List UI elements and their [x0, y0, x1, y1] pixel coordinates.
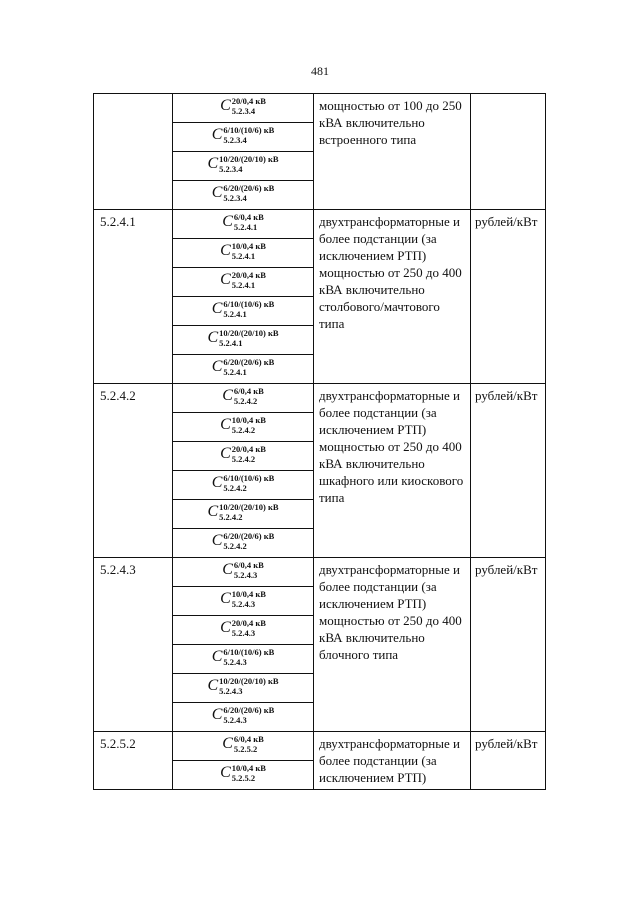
formula-cell — [173, 587, 314, 616]
formula-superscript: 10/0,4 кВ — [231, 763, 266, 773]
formula-cell — [173, 123, 314, 152]
formula-subscript: 5.2.4.2 — [231, 425, 256, 435]
formula-superscript: 20/0,4 кВ — [231, 96, 266, 106]
formula-symbol: C — [211, 474, 223, 491]
formula-subscript: 5.2.4.2 — [223, 541, 247, 551]
row-code: 5.2.4.2 — [94, 384, 173, 558]
tariff-formula — [220, 415, 266, 435]
formula-subscript: 5.2.4.1 — [233, 222, 258, 232]
tariff-formula — [222, 386, 264, 406]
formula-subscript: 5.2.4.3 — [231, 628, 256, 638]
formula-cell — [173, 529, 314, 558]
formula-symbol: C — [211, 126, 223, 143]
formula-superscript: 6/10/(10/6) кВ — [223, 125, 275, 135]
formula-symbol: C — [220, 242, 231, 259]
formula-cell — [173, 94, 314, 123]
formula-subscript: 5.2.4.2 — [231, 454, 256, 464]
formula-superscript: 6/20/(20/6) кВ — [223, 531, 275, 541]
row-description: двухтрансформаторные и более подстанции (за исключением РТП) мощностью от 250 до 400 кВА включительно столбового/мачтового типа — [314, 210, 471, 384]
formula-cell — [173, 442, 314, 471]
formula-symbol: C — [220, 97, 231, 114]
formula-symbol: C — [222, 735, 233, 752]
formula-superscript: 10/20/(20/10) кВ — [219, 328, 279, 338]
formula-symbol: C — [211, 706, 223, 723]
tariff-formula — [220, 589, 266, 609]
tariff-formula — [212, 473, 275, 493]
tariff-formula — [207, 328, 278, 348]
formula-subscript: 5.2.3.4 — [223, 193, 247, 203]
formula-symbol: C — [220, 271, 231, 288]
formula-cell — [173, 703, 314, 732]
row-code: 5.2.4.1 — [94, 210, 173, 384]
formula-subscript: 5.2.4.3 — [231, 599, 256, 609]
tariff-formula — [220, 96, 266, 116]
tariff-formula — [212, 183, 275, 203]
formula-subscript: 5.2.4.3 — [233, 570, 258, 580]
tariff-formula — [212, 531, 275, 551]
tariff-formula — [220, 444, 266, 464]
formula-subscript: 5.2.3.4 — [231, 106, 256, 116]
formula-cell — [173, 471, 314, 500]
formula-superscript: 10/20/(20/10) кВ — [219, 502, 279, 512]
formula-symbol: C — [220, 764, 231, 781]
formula-symbol: C — [220, 619, 231, 636]
formula-symbol: C — [211, 648, 223, 665]
tariff-formula — [212, 299, 275, 319]
formula-subscript: 5.2.4.2 — [219, 512, 243, 522]
formula-symbol: C — [207, 677, 219, 694]
tariff-formula — [212, 357, 275, 377]
formula-cell — [173, 210, 314, 239]
formula-cell — [173, 268, 314, 297]
table-row — [94, 94, 546, 123]
formula-subscript: 5.2.3.4 — [223, 135, 247, 145]
formula-subscript: 5.2.4.3 — [223, 657, 247, 667]
formula-symbol: C — [207, 503, 219, 520]
page-number: 481 — [311, 64, 329, 78]
tariff-formula — [212, 125, 275, 145]
formula-symbol: C — [211, 358, 223, 375]
formula-superscript: 6/0,4 кВ — [233, 734, 264, 744]
row-unit: рублей/кВт — [471, 558, 546, 732]
formula-cell — [173, 500, 314, 529]
formula-subscript: 5.2.4.2 — [233, 396, 258, 406]
formula-cell — [173, 152, 314, 181]
tariff-table-body — [94, 94, 546, 790]
row-description: мощностью от 100 до 250 кВА включительно встроенного типа — [314, 94, 471, 210]
formula-cell — [173, 645, 314, 674]
formula-superscript: 6/20/(20/6) кВ — [223, 183, 275, 193]
formula-superscript: 20/0,4 кВ — [231, 618, 266, 628]
formula-superscript: 10/20/(20/10) кВ — [219, 154, 279, 164]
formula-superscript: 20/0,4 кВ — [231, 270, 266, 280]
formula-cell — [173, 326, 314, 355]
table-row — [94, 210, 546, 239]
formula-subscript: 5.2.3.4 — [219, 164, 243, 174]
formula-cell — [173, 413, 314, 442]
formula-superscript: 6/20/(20/6) кВ — [223, 357, 275, 367]
row-unit: рублей/кВт — [471, 732, 546, 790]
table-row — [94, 558, 546, 587]
formula-cell — [173, 355, 314, 384]
tariff-formula — [207, 154, 278, 174]
formula-symbol: C — [211, 532, 223, 549]
formula-subscript: 5.2.4.1 — [231, 280, 256, 290]
formula-symbol: C — [222, 561, 233, 578]
tariff-formula — [207, 676, 278, 696]
formula-cell — [173, 616, 314, 645]
tariff-formula — [212, 647, 275, 667]
formula-superscript: 10/20/(20/10) кВ — [219, 676, 279, 686]
formula-cell — [173, 181, 314, 210]
formula-cell — [173, 732, 314, 761]
formula-cell — [173, 297, 314, 326]
row-description: двухтрансформаторные и более подстанции (за исключением РТП) мощностью от 250 до 400 кВА включительно шкафного или киоскового типа — [314, 384, 471, 558]
formula-symbol: C — [222, 213, 233, 230]
tariff-formula — [222, 212, 264, 232]
formula-superscript: 10/0,4 кВ — [231, 415, 266, 425]
formula-symbol: C — [211, 300, 223, 317]
row-description: двухтрансформаторные и более подстанции (за исключением РТП) мощностью от 250 до 400 кВА включительно блочного типа — [314, 558, 471, 732]
formula-cell — [173, 239, 314, 268]
row-unit — [471, 94, 546, 210]
formula-symbol: C — [207, 155, 219, 172]
row-unit: рублей/кВт — [471, 384, 546, 558]
table-row — [94, 384, 546, 413]
formula-superscript: 10/0,4 кВ — [231, 241, 266, 251]
formula-symbol: C — [220, 590, 231, 607]
row-description: двухтрансформаторные и более подстанции (за исключением РТП) — [314, 732, 471, 790]
formula-subscript: 5.2.4.1 — [223, 367, 247, 377]
formula-symbol: C — [207, 329, 219, 346]
formula-cell — [173, 761, 314, 790]
formula-subscript: 5.2.5.2 — [233, 744, 258, 754]
tariff-formula — [220, 270, 266, 290]
formula-symbol: C — [220, 445, 231, 462]
formula-subscript: 5.2.4.1 — [231, 251, 256, 261]
row-code — [94, 94, 173, 210]
tariff-formula — [220, 618, 266, 638]
formula-cell — [173, 558, 314, 587]
formula-cell — [173, 384, 314, 413]
formula-subscript: 5.2.4.1 — [219, 338, 243, 348]
tariff-formula — [220, 241, 266, 261]
row-unit: рублей/кВт — [471, 210, 546, 384]
formula-superscript: 6/10/(10/6) кВ — [223, 299, 275, 309]
formula-subscript: 5.2.4.1 — [223, 309, 247, 319]
formula-superscript: 6/10/(10/6) кВ — [223, 473, 275, 483]
formula-superscript: 6/20/(20/6) кВ — [223, 705, 275, 715]
formula-subscript: 5.2.4.3 — [223, 715, 247, 725]
formula-symbol: C — [220, 416, 231, 433]
tariff-formula — [222, 560, 264, 580]
row-code: 5.2.5.2 — [94, 732, 173, 790]
tariff-formula — [207, 502, 278, 522]
formula-symbol: C — [222, 387, 233, 404]
formula-subscript: 5.2.4.2 — [223, 483, 247, 493]
row-code: 5.2.4.3 — [94, 558, 173, 732]
formula-cell — [173, 674, 314, 703]
formula-superscript: 10/0,4 кВ — [231, 589, 266, 599]
formula-subscript: 5.2.5.2 — [231, 773, 256, 783]
tariff-formula — [220, 763, 266, 783]
tariff-formula — [222, 734, 264, 754]
formula-superscript: 6/0,4 кВ — [233, 212, 264, 222]
formula-superscript: 20/0,4 кВ — [231, 444, 266, 454]
formula-symbol: C — [211, 184, 223, 201]
formula-superscript: 6/10/(10/6) кВ — [223, 647, 275, 657]
formula-superscript: 6/0,4 кВ — [233, 560, 264, 570]
formula-subscript: 5.2.4.3 — [219, 686, 243, 696]
tariff-formula — [212, 705, 275, 725]
formula-superscript: 6/0,4 кВ — [233, 386, 264, 396]
tariff-table — [93, 93, 546, 790]
table-row — [94, 732, 546, 761]
